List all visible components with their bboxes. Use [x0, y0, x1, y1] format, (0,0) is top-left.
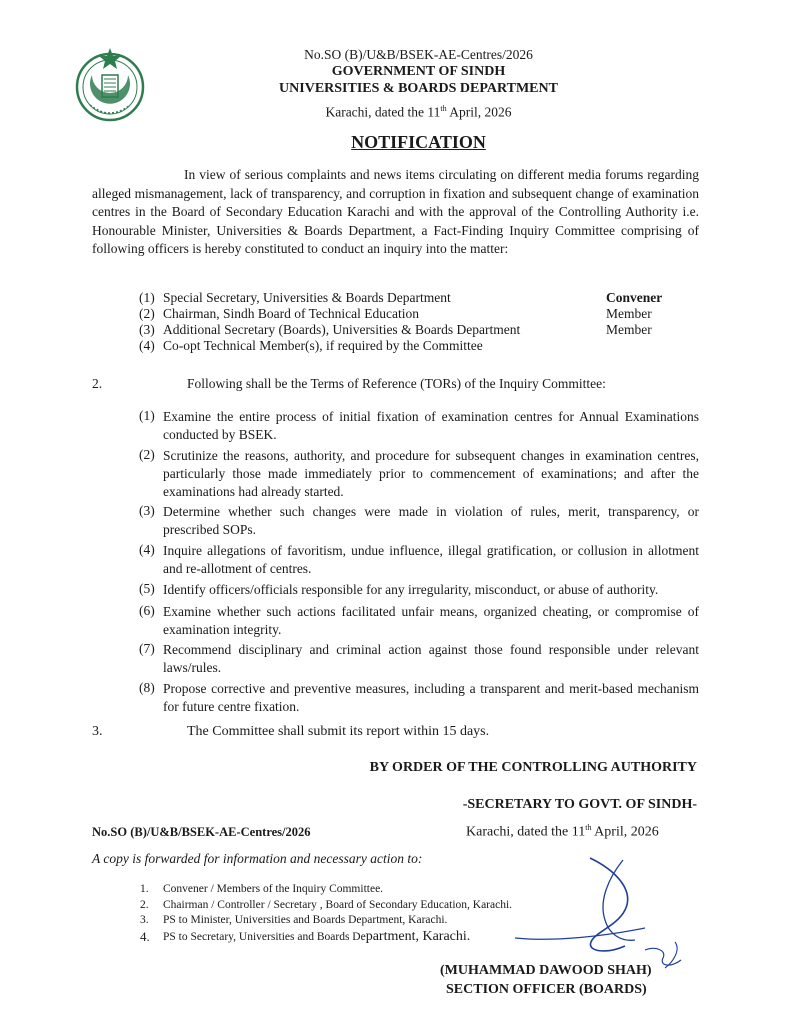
secretary-line: -SECRETARY TO GOVT. OF SINDH-: [462, 797, 697, 812]
member-name: Chairman, Sindh Board of Technical Education: [163, 306, 419, 321]
tor-item: Identify officers/officials responsible for any irregularity, misconduct, or abuse of authority.: [163, 582, 659, 597]
tor-item: Examine the entire process of initial fixation of examination centres for Annual Examinations conducted by BSEK.: [163, 409, 699, 442]
member-name: Additional Secretary (Boards), Universities & Boards Department: [163, 322, 521, 337]
order-line: BY ORDER OF THE CONTROLLING AUTHORITY: [369, 760, 697, 775]
recipient-number: 4.: [140, 929, 150, 944]
footer-reference-number: No.SO (B)/U&B/BSEK-AE-Centres/2026: [92, 825, 311, 839]
tor-item: Recommend disciplinary and criminal action against those found responsible under relevant laws/rules.: [163, 642, 699, 675]
tor-number: (8): [139, 680, 155, 695]
recipient-number: 2.: [140, 899, 149, 911]
member-name: Special Secretary, Universities & Boards Department: [163, 290, 451, 305]
section-3-text: The Committee shall submit its report within 15 days.: [187, 724, 490, 739]
header-government: GOVERNMENT OF SINDH: [331, 64, 506, 79]
member-number: (1): [139, 290, 155, 305]
tor-number: (4): [139, 542, 155, 557]
recipient-item: Convener / Members of the Inquiry Committee.: [163, 883, 384, 895]
tor-number: (1): [139, 408, 155, 423]
member-number: (3): [139, 322, 155, 337]
recipient-item: PS to Minister, Universities and Boards Department, Karachi.: [163, 914, 448, 926]
member-role: Member: [606, 306, 652, 321]
intro-paragraph: In view of serious complaints and news items circulating on different media forums regarding alleged mismanagement, lack of transparency, and corruption in fixation and subsequent change of examination centres in the Board of Secondary Education Karachi and with the approval of the Controlling Authority i.e. Honourable Minister, Universities & Boards Department, a Fact-Finding Inquiry Committee comprising of following officers is hereby constituted to conduct an inquiry into the matter:: [92, 167, 699, 256]
recipient-item: PS to Secretary, Universities and Boards Department, Karachi.: [163, 929, 471, 944]
tor-number: (3): [139, 503, 155, 518]
member-name: Co-opt Technical Member(s), if required by the Committee: [163, 338, 483, 353]
member-number: (2): [139, 306, 155, 321]
section-2-text: Following shall be the Terms of Reference (TORs) of the Inquiry Committee:: [187, 376, 606, 391]
tor-item: Propose corrective and preventive measures, including a transparent and merit-based mechanism for future centre fixation.: [163, 681, 699, 714]
recipient-number: 3.: [140, 914, 149, 926]
section-3-number: 3.: [92, 724, 103, 739]
member-role: Member: [606, 322, 652, 337]
header-date: Karachi, dated the 11th April, 2026: [325, 104, 512, 120]
tor-number: (6): [139, 603, 155, 618]
tor-number: (7): [139, 641, 155, 656]
tor-item: Inquire allegations of favoritism, undue influence, illegal gratification, or collusion in allotment and re-allotment of centres.: [163, 543, 699, 576]
tor-item: Scrutinize the reasons, authority, and procedure for subsequent changes in examination centres, particularly those made immediately prior to commencement of examinations; and after the examinations had already started.: [163, 448, 699, 499]
signatory-designation: SECTION OFFICER (BOARDS): [446, 982, 647, 997]
header-reference-number: No.SO (B)/U&B/BSEK-AE-Centres/2026: [304, 47, 533, 62]
recipient-number: 1.: [140, 883, 149, 895]
member-role: Convener: [606, 290, 663, 305]
member-number: (4): [139, 338, 155, 353]
header-department: UNIVERSITIES & BOARDS DEPARTMENT: [279, 81, 558, 96]
tor-item: Determine whether such changes were made in violation of rules, merit, transparency, or prescribed SOPs.: [163, 504, 699, 537]
handwritten-signature-icon: [495, 850, 715, 980]
tor-item: Examine whether such actions facilitated unfair means, organized cheating, or compromise of examination integrity.: [163, 604, 699, 637]
tor-number: (5): [139, 581, 155, 596]
footer-date: Karachi, dated the 11th April, 2026: [466, 823, 659, 840]
tor-number: (2): [139, 447, 155, 462]
signatory-name: (MUHAMMAD DAWOOD SHAH): [440, 963, 652, 978]
notification-title: NOTIFICATION: [351, 132, 486, 152]
section-2-number: 2.: [92, 376, 103, 391]
copy-forward-note: A copy is forwarded for information and necessary action to:: [92, 851, 423, 866]
recipient-item: Chairman / Controller / Secretary , Board of Secondary Education, Karachi.: [163, 899, 513, 911]
